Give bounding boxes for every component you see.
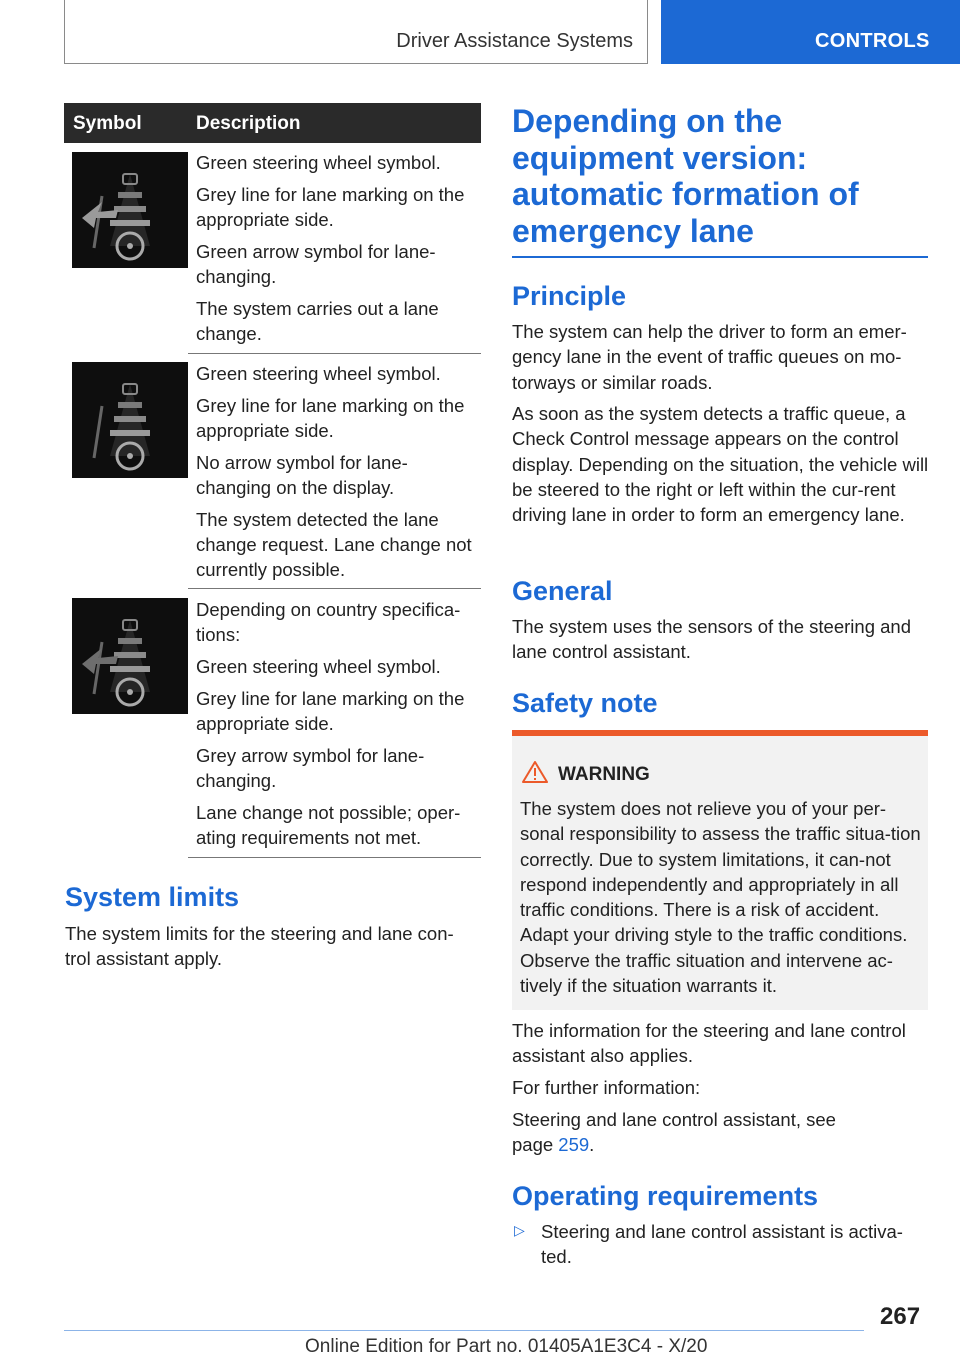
row-2-line-2: Grey line for lane marking on the appropriate side.: [196, 395, 465, 441]
general-heading: General: [512, 576, 613, 606]
principle-heading: Principle: [512, 281, 627, 311]
row-1-line-1: Green steering wheel symbol.: [196, 152, 441, 173]
warning-box: [512, 730, 928, 1010]
row-divider: [188, 857, 481, 858]
title-rule: [512, 256, 928, 258]
table-header-description: Description: [196, 113, 301, 134]
row-2-line-3: No arrow symbol for lane-changing on the display.: [196, 452, 408, 498]
general-text: The system uses the sensors of the steering and lane control assistant.: [512, 616, 911, 663]
cross-reference-text: Steering and lane control assistant, see page: [512, 1109, 836, 1156]
system-limits-heading: System limits: [65, 882, 240, 912]
warning-text: The system does not relieve you of your per-sonal responsibility to assess the traffic situa-tion correctly. Due to system limitations, it can-not respond independently and appropriately in all traffic conditions. There is a risk of accident. Adapt your driving style to the traffic conditions. Observe the traffic situation and intervene ac-tively if the situation warrants it.: [520, 798, 921, 997]
operating-requirements-heading: Operating requirements: [512, 1181, 819, 1211]
row-3-line-3: Grey line for lane marking on the appropriate side.: [196, 688, 465, 734]
safety-note-heading: Safety note: [512, 688, 658, 718]
system-limits-text: The system limits for the steering and lane con-trol assistant apply.: [65, 923, 454, 970]
table-header: [64, 103, 481, 143]
row-2-line-1: Green steering wheel symbol.: [196, 363, 441, 384]
footer-edition: Online Edition for Part no. 01405A1E3C4 - X/20: [305, 1336, 708, 1357]
safety-after-1: The information for the steering and lane control assistant also applies.: [512, 1020, 906, 1067]
row-1-line-2: Grey line for lane marking on the appropriate side.: [196, 184, 465, 230]
warning-label: WARNING: [558, 764, 650, 785]
row-3-line-2: Green steering wheel symbol.: [196, 656, 441, 677]
row-divider: [188, 353, 481, 354]
row-1-description: [196, 150, 476, 353]
principle-paragraph-2: As soon as the system detects a traffic queue, a Check Control message appears on the control display. Depending on the situation, the vehicle will be steered to the right or left within the cur-rent driving lane in order to form an emergency lane.: [512, 403, 929, 526]
steering-lane-change-green-arrow-icon: [72, 152, 188, 268]
safety-after-2: For further information:: [512, 1077, 701, 1098]
row-2-description: [196, 361, 476, 589]
header-tab[interactable]: [661, 0, 960, 64]
cross-reference-end: .: [589, 1134, 595, 1156]
row-3-line-4: Grey arrow symbol for lane-changing.: [196, 745, 425, 791]
row-1-line-4: The system carries out a lane change.: [196, 298, 439, 344]
row-divider: [188, 588, 481, 589]
principle-paragraph-1: The system can help the driver to form an emer-gency lane in the event of traffic queues on mo-torways or similar roads.: [512, 321, 907, 393]
footer-rule: [64, 1330, 864, 1331]
page-link[interactable]: 259: [558, 1134, 590, 1156]
page-number: 267: [880, 1303, 921, 1330]
header-tab-label: CONTROLS: [815, 30, 930, 52]
row-3-line-5: Lane change not possible; oper-ating requirements not met.: [196, 802, 461, 848]
row-3-description: [196, 597, 476, 857]
header-section-title: Driver Assistance Systems: [396, 30, 633, 52]
warning-triangle-icon: [522, 760, 548, 784]
steering-lane-change-no-arrow-icon: [72, 362, 188, 478]
page-title: Depending on the equipment version: automatic formation of emergency lane: [512, 103, 859, 249]
table-header-symbol: Symbol: [73, 113, 142, 134]
row-1-line-3: Green arrow symbol for lane-changing.: [196, 241, 436, 287]
row-3-line-1: Depending on country specifica-tions:: [196, 599, 461, 645]
operating-bullet-text: Steering and lane control assistant is activa-ted.: [541, 1221, 903, 1268]
row-2-line-4: The system detected the lane change request. Lane change not currently possible.: [196, 509, 472, 580]
cross-reference: [512, 1107, 872, 1158]
bullet-triangle-icon: ▷: [514, 1222, 525, 1238]
steering-lane-change-grey-arrow-icon: [72, 598, 188, 714]
header-section-box: [64, 0, 648, 64]
